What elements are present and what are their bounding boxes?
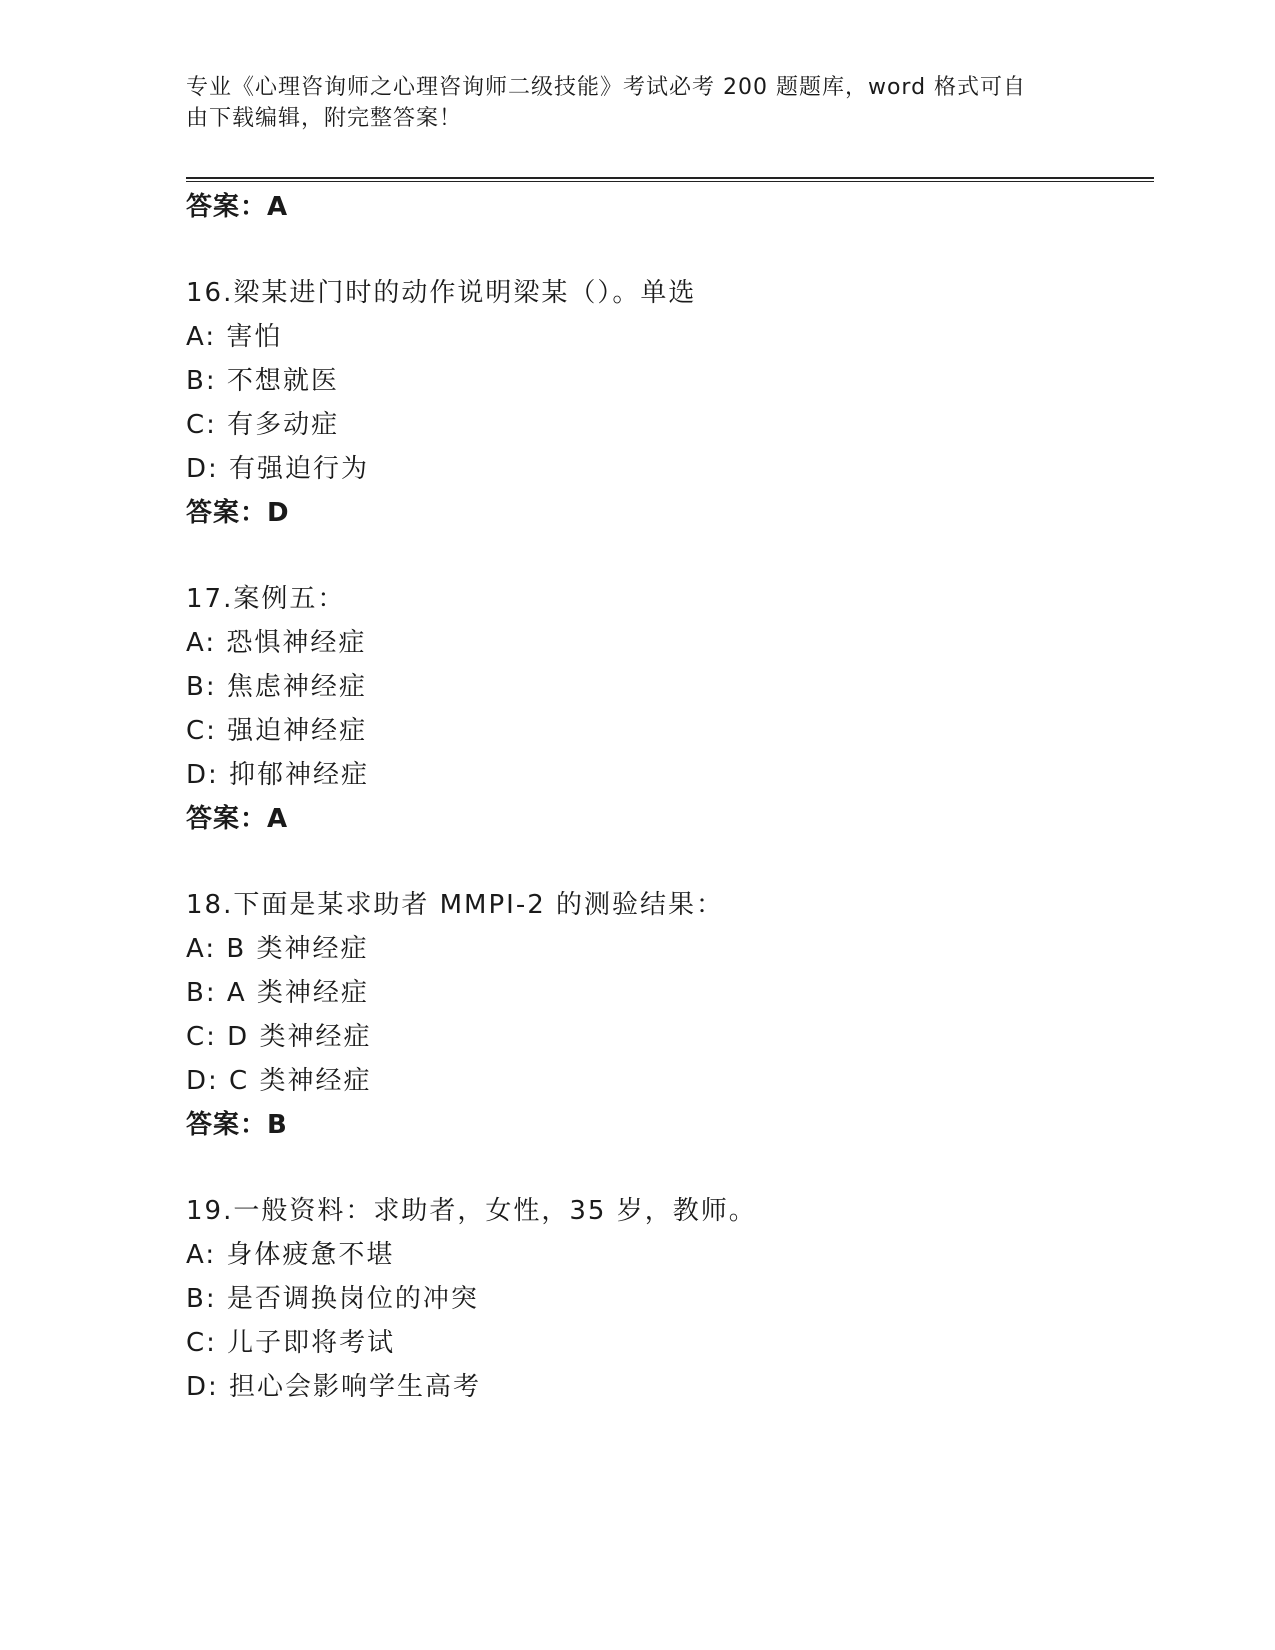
q19-option-b: B: 是否调换岗位的冲突	[186, 1284, 479, 1314]
answer-18: 答案：B	[186, 1110, 288, 1140]
q17-option-c: C: 强迫神经症	[186, 716, 368, 746]
header-divider	[186, 177, 1154, 182]
header-line-1: 专业《心理咨询师之心理咨询师二级技能》考试必考 200 题题库，word 格式可自	[186, 75, 1027, 100]
q16-option-d: D: 有强迫行为	[186, 454, 370, 484]
question-16: 16.梁某进门时的动作说明梁某（）。单选	[186, 278, 697, 308]
q18-option-d: D: C 类神经症	[186, 1066, 372, 1096]
q19-option-c: C: 儿子即将考试	[186, 1328, 396, 1358]
q19-option-a: A: 身体疲惫不堪	[186, 1240, 395, 1270]
q18-option-a: A: B 类神经症	[186, 934, 369, 964]
answer-17: 答案：A	[186, 804, 289, 834]
q18-option-b: B: A 类神经症	[186, 978, 369, 1008]
q17-option-a: A: 恐惧神经症	[186, 628, 367, 658]
q16-option-c: C: 有多动症	[186, 410, 340, 440]
document-header	[186, 72, 1066, 134]
q17-option-d: D: 抑郁神经症	[186, 760, 370, 790]
header-line-2: 由下载编辑，附完整答案！	[186, 106, 463, 131]
question-19: 19.一般资料：求助者，女性，35 岁，教师。	[186, 1196, 757, 1226]
q18-option-c: C: D 类神经症	[186, 1022, 372, 1052]
q19-option-d: D: 担心会影响学生高考	[186, 1372, 482, 1402]
q16-option-b: B: 不想就医	[186, 366, 339, 396]
question-18: 18.下面是某求助者 MMPI-2 的测验结果：	[186, 890, 725, 920]
q17-option-b: B: 焦虑神经症	[186, 672, 367, 702]
question-17: 17.案例五：	[186, 584, 346, 614]
answer-15: 答案：A	[186, 192, 289, 222]
answer-16: 答案：D	[186, 498, 290, 528]
q16-option-a: A: 害怕	[186, 322, 283, 352]
